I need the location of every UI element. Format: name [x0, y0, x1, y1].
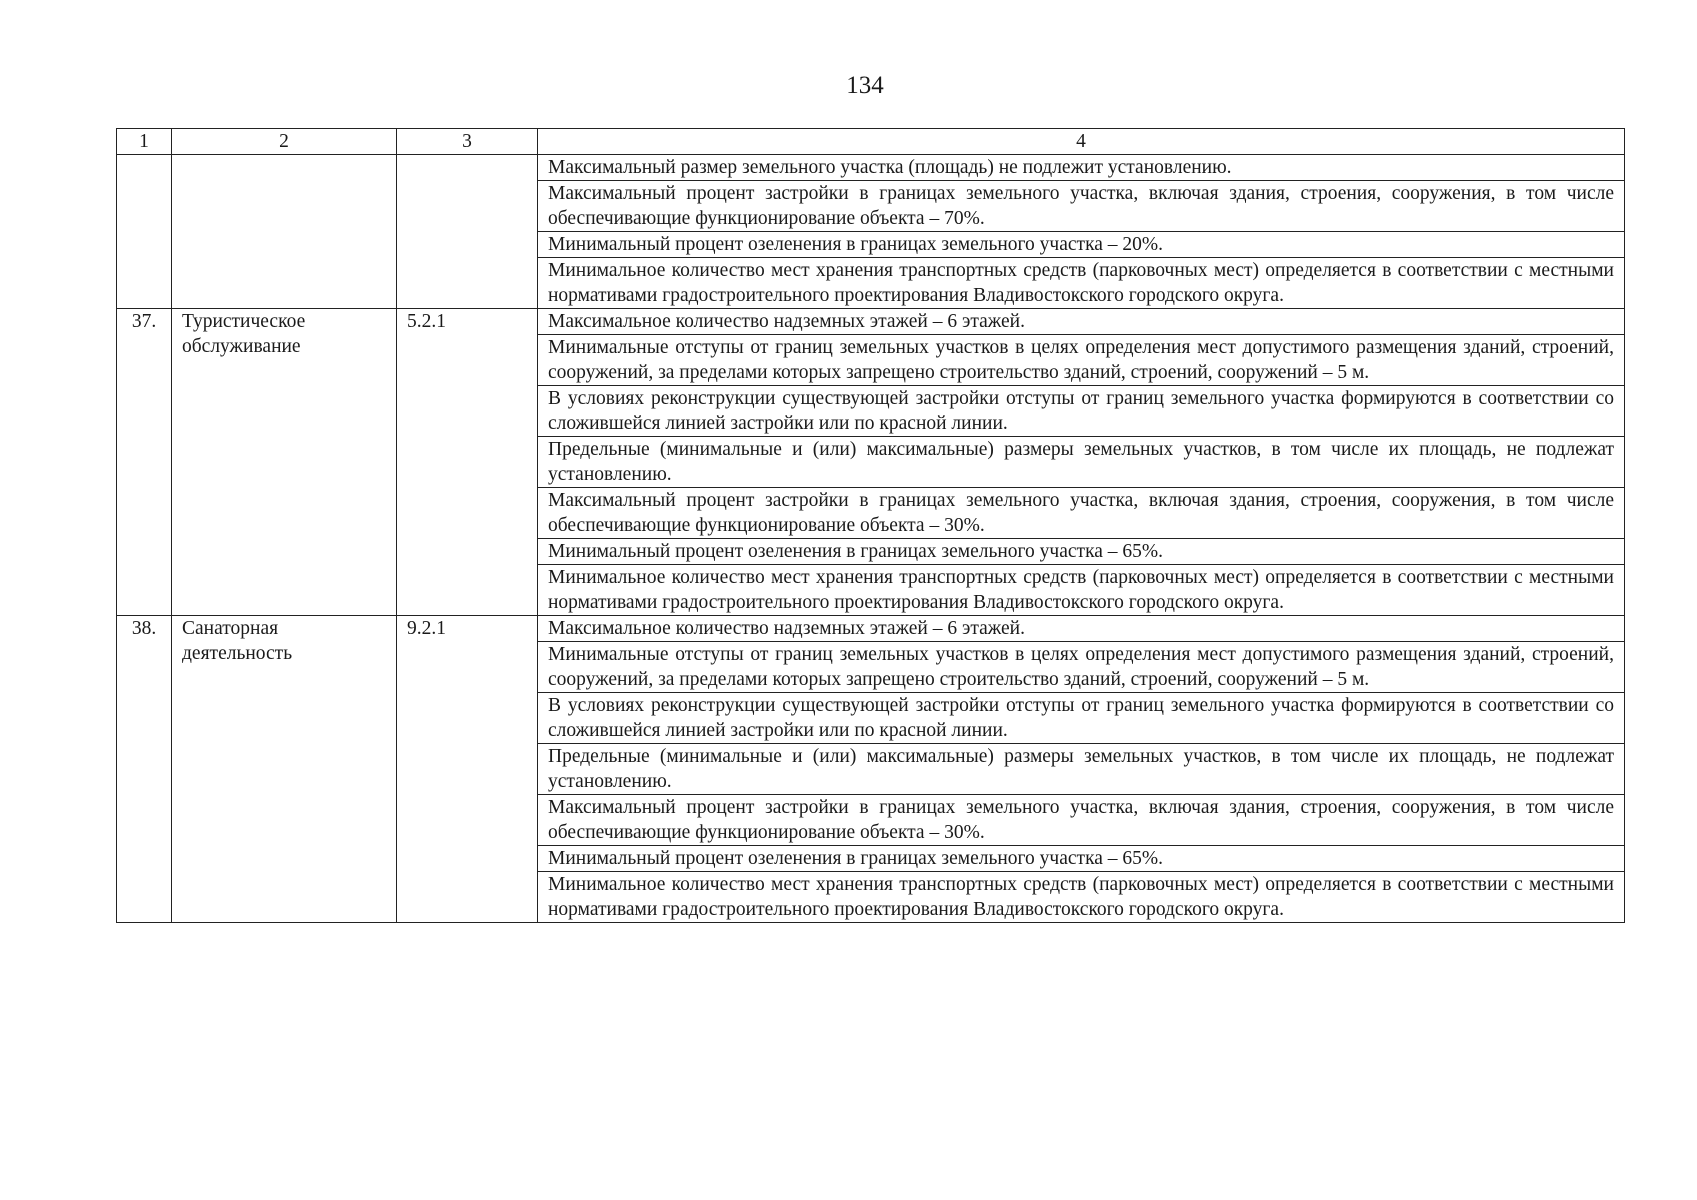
table-header [117, 129, 1625, 155]
use-code-cell [397, 155, 538, 309]
requirement-cell: Минимальные отступы от границ земельных участков в целях определения мест допустимого размещения зданий, строений, сооружений, за пределами которых запрещено строительство зданий, строений, сооружений – 5 м. [538, 642, 1625, 693]
requirement-cell: Предельные (минимальные и (или) максимальные) размеры земельных участков, в том числе их площадь, не подлежат установлению. [538, 744, 1625, 795]
requirement-cell: Минимальное количество мест хранения транспортных средств (парковочных мест) определяется в соответствии с местными нормативами градостроительного проектирования Владивостокского городского округа. [538, 565, 1625, 616]
requirement-cell: Максимальное количество надземных этажей – 6 этажей. [538, 616, 1625, 642]
table-row [117, 616, 1625, 642]
requirement-cell: Минимальные отступы от границ земельных участков в целях определения мест допустимого размещения зданий, строений, сооружений, за пределами которых запрещено строительство зданий, строений, сооружений – 5 м. [538, 335, 1625, 386]
use-name-cell: Санаторная деятельность [172, 616, 397, 923]
table-row [117, 155, 1625, 181]
column-header-4: 4 [538, 129, 1625, 155]
requirement-cell: Максимальный процент застройки в границах земельного участка, включая здания, строения, сооружения, в том числе обеспечивающие функционирование объекта – 30%. [538, 795, 1625, 846]
requirement-cell: Минимальное количество мест хранения транспортных средств (парковочных мест) определяется в соответствии с местными нормативами градостроительного проектирования Владивостокского городского округа. [538, 872, 1625, 923]
requirement-cell: Максимальный размер земельного участка (площадь) не подлежит установлению. [538, 155, 1625, 181]
row-number-cell: 37. [117, 309, 172, 616]
page-number: 134 [846, 72, 884, 99]
requirement-cell: Предельные (минимальные и (или) максимальные) размеры земельных участков, в том числе их площадь, не подлежат установлению. [538, 437, 1625, 488]
row-number-cell [117, 155, 172, 309]
requirement-cell: Максимальный процент застройки в границах земельного участка, включая здания, строения, сооружения, в том числе обеспечивающие функционирование объекта – 70%. [538, 181, 1625, 232]
requirement-cell: Минимальный процент озеленения в границах земельного участка – 65%. [538, 846, 1625, 872]
requirement-cell: В условиях реконструкции существующей застройки отступы от границ земельного участка формируются в соответствии со сложившейся линией застройки или по красной линии. [538, 693, 1625, 744]
column-header-3: 3 [397, 129, 538, 155]
use-name-cell [172, 155, 397, 309]
requirement-cell: Минимальный процент озеленения в границах земельного участка – 65%. [538, 539, 1625, 565]
regulations-table [116, 128, 1625, 923]
use-code-cell: 5.2.1 [397, 309, 538, 616]
table-row [117, 309, 1625, 335]
column-header-1: 1 [117, 129, 172, 155]
row-number-cell: 38. [117, 616, 172, 923]
requirement-cell: Максимальный процент застройки в границах земельного участка, включая здания, строения, сооружения, в том числе обеспечивающие функционирование объекта – 30%. [538, 488, 1625, 539]
requirement-cell: В условиях реконструкции существующей застройки отступы от границ земельного участка формируются в соответствии со сложившейся линией застройки или по красной линии. [538, 386, 1625, 437]
requirement-cell: Максимальное количество надземных этажей – 6 этажей. [538, 309, 1625, 335]
column-header-2: 2 [172, 129, 397, 155]
use-name-cell: Туристическое обслуживание [172, 309, 397, 616]
requirement-cell: Минимальное количество мест хранения транспортных средств (парковочных мест) определяется в соответствии с местными нормативами градостроительного проектирования Владивостокского городского округа. [538, 258, 1625, 309]
requirement-cell: Минимальный процент озеленения в границах земельного участка – 20%. [538, 232, 1625, 258]
use-code-cell: 9.2.1 [397, 616, 538, 923]
